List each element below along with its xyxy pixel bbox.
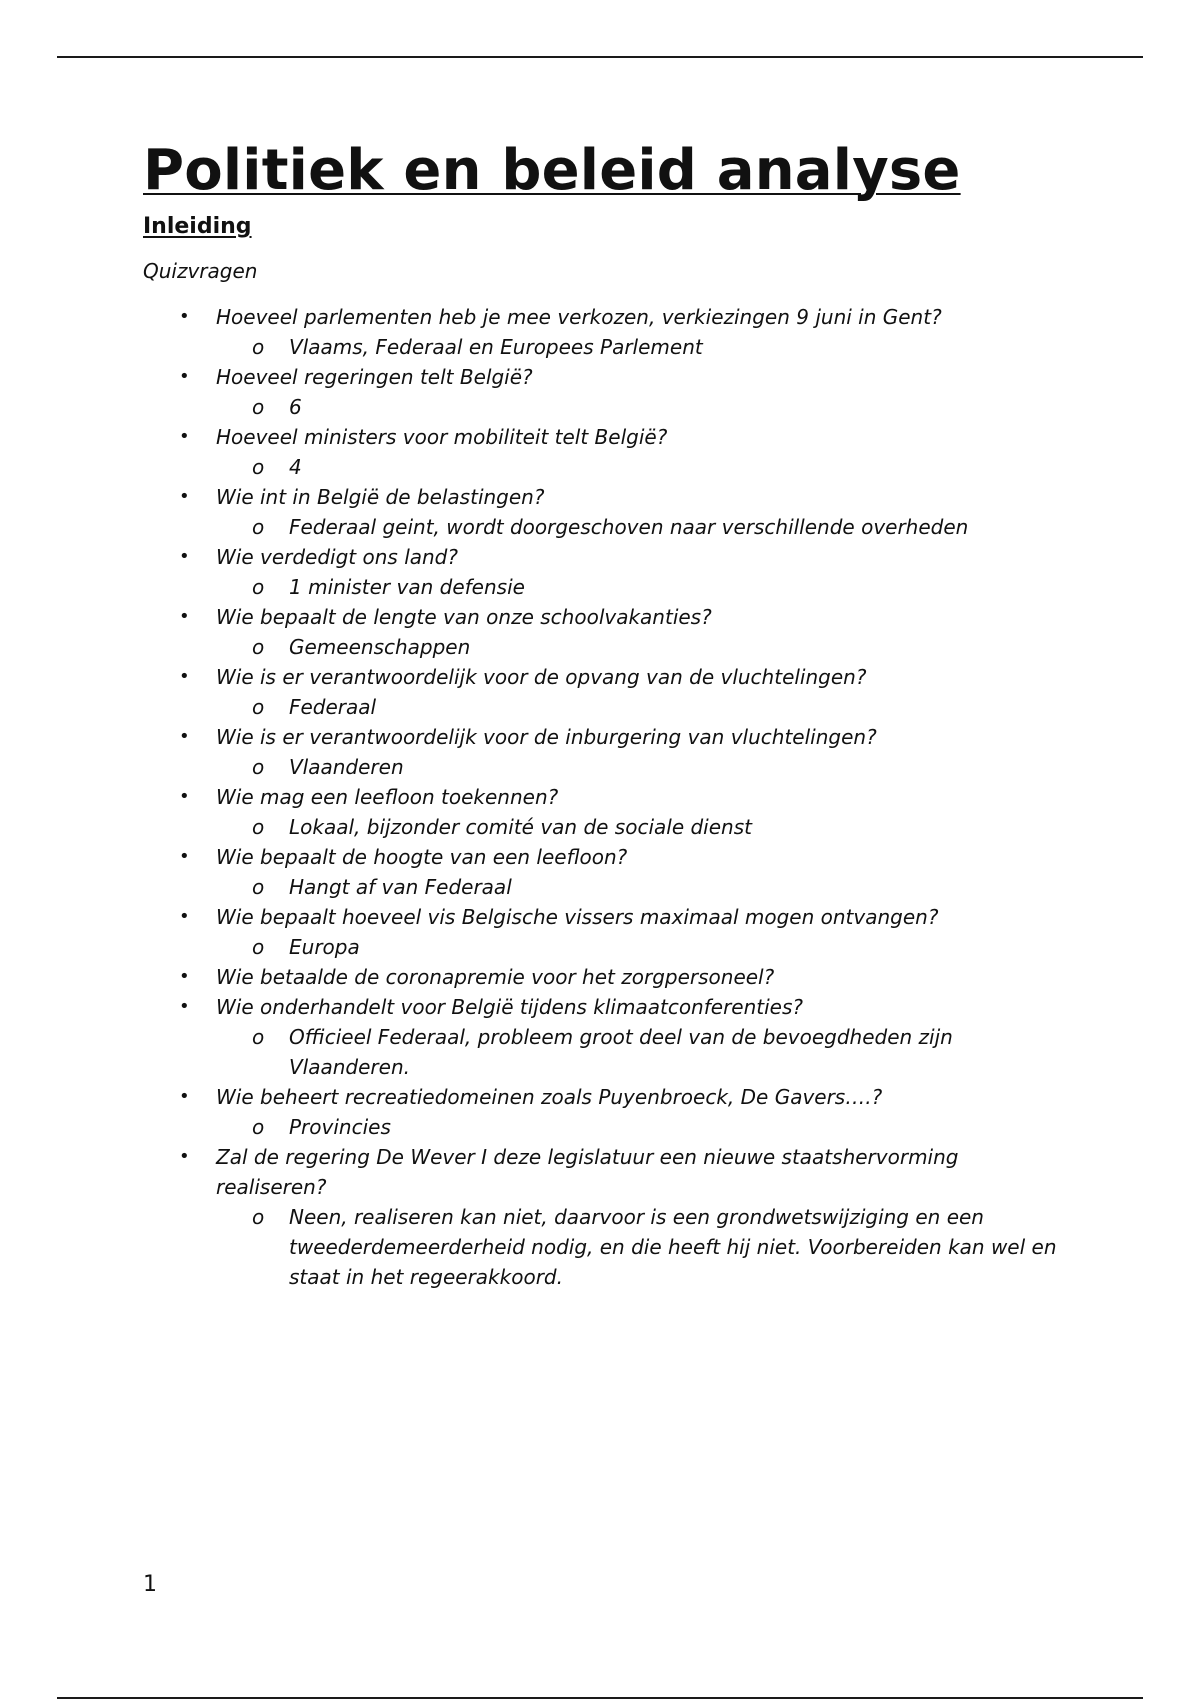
sub-bullet-icon: o [252,635,265,659]
sub-bullet-icon: o [252,455,265,479]
bullet-icon: • [179,546,190,567]
question-text: Hoeveel parlementen heb je mee verkozen, verkiezingen 9 juni in Gent? [216,305,942,329]
answer-item [216,1112,1063,1142]
question-text: Wie is er verantwoordelijk voor de inburgering van vluchtelingen? [216,725,877,749]
question-item [143,992,1063,1082]
bullet-icon: • [179,786,190,807]
question-item [143,1142,1063,1292]
answer-text: Provincies [289,1115,391,1139]
header-rule [57,56,1143,58]
answer-text: Hangt af van Federaal [289,875,512,899]
question-text: Wie onderhandelt voor België tijdens klimaatconferenties? [216,995,804,1019]
sub-bullet-icon: o [252,695,265,719]
answer-text: 6 [289,395,302,419]
bullet-icon: • [179,1086,190,1107]
footer-rule [57,1697,1143,1699]
answer-list [216,1202,1063,1292]
question-text: Wie int in België de belastingen? [216,485,545,509]
answer-list [216,332,1063,362]
answer-list [216,392,1063,422]
question-item [143,662,1063,722]
question-list [143,302,1063,1292]
answer-list [216,632,1063,662]
answer-text: Neen, realiseren kan niet, daarvoor is een grondwetswijziging en een tweederdemeerderheid nodig, en die heeft hij niet. Voorbereiden kan wel en staat in het regeerakkoord. [289,1205,1057,1289]
section-heading: Inleiding [143,214,252,239]
bullet-icon: • [179,666,190,687]
question-item [143,602,1063,662]
question-item [143,722,1063,782]
sub-bullet-icon: o [252,335,265,359]
sub-bullet-icon: o [252,1025,265,1049]
question-item [143,542,1063,602]
question-item [143,782,1063,842]
question-item [143,1082,1063,1142]
answer-text: Federaal geint, wordt doorgeschoven naar verschillende overheden [289,515,969,539]
question-item [143,302,1063,362]
answer-list [216,872,1063,902]
page-number: 1 [143,1572,157,1597]
question-text: Hoeveel ministers voor mobiliteit telt België? [216,425,668,449]
question-item [143,482,1063,542]
bullet-icon: • [179,1146,190,1167]
answer-list [216,512,1063,542]
question-text: Wie bepaalt de hoogte van een leefloon? [216,845,628,869]
answer-item [216,752,1063,782]
answer-item [216,1202,1063,1292]
answer-item [216,332,1063,362]
bullet-icon: • [179,906,190,927]
sub-bullet-icon: o [252,1115,265,1139]
question-text: Wie beheert recreatiedomeinen zoals Puyenbroeck, De Gavers….? [216,1085,883,1109]
question-text: Hoeveel regeringen telt België? [216,365,533,389]
answer-list [216,572,1063,602]
answer-list [216,752,1063,782]
answer-item [216,692,1063,722]
sub-bullet-icon: o [252,575,265,599]
question-text: Wie verdedigt ons land? [216,545,458,569]
answer-text: Vlaams, Federaal en Europees Parlement [289,335,703,359]
answer-item [216,572,1063,602]
question-text: Wie mag een leefloon toekennen? [216,785,559,809]
answer-list [216,812,1063,842]
question-item [143,362,1063,422]
answer-text: 1 minister van defensie [289,575,525,599]
answer-text: Lokaal, bijzonder comité van de sociale dienst [289,815,752,839]
answer-list [216,1112,1063,1142]
bullet-icon: • [179,426,190,447]
question-text: Zal de regering De Wever I deze legislatuur een nieuwe staatshervorming realiseren? [216,1145,959,1199]
answer-item [216,872,1063,902]
question-text: Wie is er verantwoordelijk voor de opvang van de vluchtelingen? [216,665,867,689]
answer-text: Officieel Federaal, probleem groot deel van de bevoegdheden zijn Vlaanderen. [289,1025,953,1079]
sub-bullet-icon: o [252,875,265,899]
bullet-icon: • [179,966,190,987]
question-item [143,962,1063,992]
bullet-icon: • [179,996,190,1017]
sub-bullet-icon: o [252,1205,265,1229]
question-text: Wie bepaalt de lengte van onze schoolvakanties? [216,605,712,629]
sub-bullet-icon: o [252,515,265,539]
answer-list [216,932,1063,962]
question-text: Wie bepaalt hoeveel vis Belgische vissers maximaal mogen ontvangen? [216,905,939,929]
answer-item [216,932,1063,962]
question-item [143,902,1063,962]
bullet-icon: • [179,846,190,867]
question-item [143,422,1063,482]
question-item [143,842,1063,902]
answer-list [216,1022,1063,1082]
answer-item [216,452,1063,482]
sub-bullet-icon: o [252,815,265,839]
sub-bullet-icon: o [252,755,265,779]
answer-text: Gemeenschappen [289,635,471,659]
answer-text: Europa [289,935,360,959]
answer-item [216,512,1063,542]
answer-text: Federaal [289,695,377,719]
answer-item [216,812,1063,842]
bullet-icon: • [179,486,190,507]
bullet-icon: • [179,366,190,387]
answer-item [216,1022,1063,1082]
bullet-icon: • [179,306,190,327]
document-title: Politiek en beleid analyse [143,138,961,203]
bullet-icon: • [179,606,190,627]
answer-list [216,452,1063,482]
page-content [143,140,1063,1292]
subheading: Quizvragen [143,259,258,283]
answer-text: 4 [289,455,302,479]
question-text: Wie betaalde de coronapremie voor het zorgpersoneel? [216,965,775,989]
answer-item [216,392,1063,422]
answer-item [216,632,1063,662]
bullet-icon: • [179,726,190,747]
answer-text: Vlaanderen [289,755,404,779]
sub-bullet-icon: o [252,395,265,419]
sub-bullet-icon: o [252,935,265,959]
answer-list [216,692,1063,722]
